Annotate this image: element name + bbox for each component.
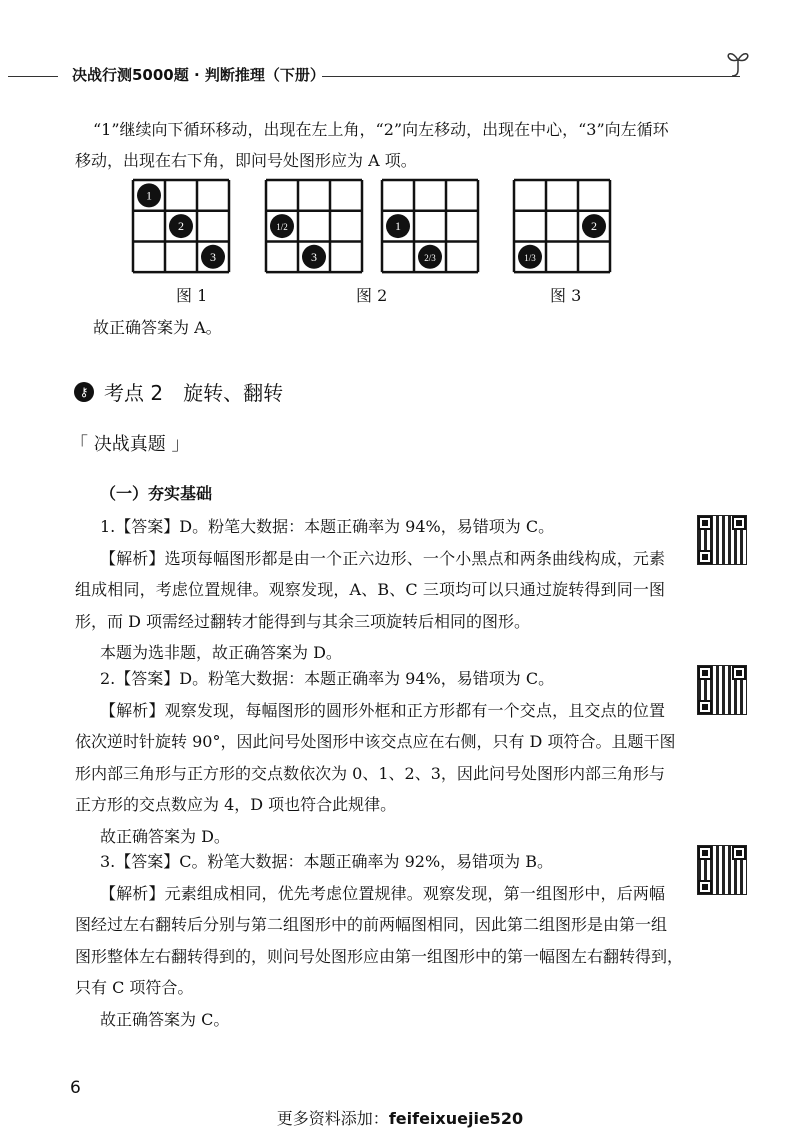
running-header-title: 决战行测5000题 · 判断推理（下册）: [72, 66, 325, 84]
text-line: “1”继续向下循环移动，出现在左上角，“2”向左移动，出现在中心，“3”向左循环: [93, 120, 669, 139]
circle-label: 2: [178, 219, 184, 234]
text-line: 形，而 D 项需经过翻转才能得到与其余三项旋转后相同的图形。: [75, 611, 531, 631]
text-line: 故正确答案为 D。: [100, 826, 230, 846]
qr-finder: [698, 846, 712, 860]
qr-code[interactable]: [697, 665, 747, 715]
qr-finder: [732, 666, 746, 680]
text-line: 组成相同，考虑位置规律。观察发现，A、B、C 三项均可以只通过旋转得到同一图: [75, 580, 665, 599]
text-line: 只有 C 项符合。: [75, 978, 194, 997]
figure-caption: 图 3: [550, 286, 582, 305]
text-line: 依次逆时针旋转 90°，因此问号处图形中该交点应在右侧，只有 D 项符合。且题干图: [75, 732, 676, 751]
text-line: 移动，出现在右下角，即问号处图形应为 A 项。: [75, 151, 417, 170]
circle-label: 1: [146, 188, 152, 203]
text-line: 图经过左右翻转后分别与第二组图形中的前两幅图相同，因此第二组图形是由第一组: [75, 915, 668, 934]
grid-figure: [131, 178, 231, 274]
qr-finder: [698, 666, 712, 680]
circle-label: 3: [311, 249, 317, 264]
circle-label: 1/2: [276, 222, 288, 233]
text-line: 形内部三角形与正方形的交点数依次为 0、1、2、3，因此问号处图形内部三角形与: [75, 763, 665, 783]
figure-caption: 图 2: [356, 286, 388, 305]
figure-caption: 图 1: [176, 286, 208, 305]
grid-figure: [380, 178, 480, 274]
header-rule-right: [322, 76, 740, 77]
text-line: 故正确答案为 C。: [100, 1009, 230, 1029]
qr-finder: [698, 550, 712, 564]
qr-code[interactable]: [697, 845, 747, 895]
text-line: 3.【答案】C。粉笔大数据：本题正确率为 92%，易错项为 B。: [100, 852, 554, 871]
text-line: 1.【答案】D。粉笔大数据：本题正确率为 94%，易错项为 C。: [100, 517, 555, 536]
qr-finder: [732, 846, 746, 860]
circle-label: 1/3: [524, 252, 536, 263]
subsection-heading: （一）夯实基础: [100, 484, 213, 503]
footer-contact: feifeixuejie520: [388, 1109, 524, 1128]
qr-code[interactable]: [697, 515, 747, 565]
grid-figure: [512, 178, 612, 274]
text-line: 正方形的交点数应为 4，D 项也符合此规律。: [75, 795, 397, 814]
page-number: 6: [70, 1078, 81, 1098]
footer-note: [0, 1106, 800, 1129]
header-rule-left: [8, 76, 58, 77]
text-line: 2.【答案】D。粉笔大数据：本题正确率为 94%，易错项为 C。: [100, 669, 555, 688]
text-line: 【解析】观察发现，每幅图形的圆形外框和正方形都有一个交点，且交点的位置: [100, 700, 665, 720]
real-questions-heading: 「 决战真题 」: [70, 434, 190, 455]
text-line: 【解析】元素组成相同，优先考虑位置规律。观察发现，第一组图形中，后两幅: [100, 883, 665, 903]
qr-finder: [698, 880, 712, 894]
text-line: 【解析】选项每幅图形都是由一个正六边形、一个小黑点和两条曲线构成，元素: [100, 548, 665, 568]
key-icon: ⚷: [74, 382, 94, 402]
grid-figure: [264, 178, 364, 274]
circle-label: 2: [591, 219, 597, 234]
footer-prefix: 更多资料添加：: [276, 1109, 389, 1128]
section-title: 考点 2 旋转、翻转: [104, 381, 284, 405]
intro-conclusion: 故正确答案为 A。: [93, 318, 222, 337]
text-line: 图形整体左右翻转得到的，则问号处图形应由第一组图形中的第一幅图左右翻转得到，: [75, 946, 684, 966]
qr-finder: [698, 700, 712, 714]
text-line: 本题为选非题，故正确答案为 D。: [100, 643, 342, 662]
qr-finder: [698, 516, 712, 530]
circle-label: 3: [210, 249, 216, 264]
qr-finder: [732, 516, 746, 530]
circle-label: 2/3: [424, 252, 436, 263]
circle-label: 1: [395, 219, 401, 234]
sprout-icon: [724, 48, 752, 78]
section-heading: [74, 377, 283, 406]
